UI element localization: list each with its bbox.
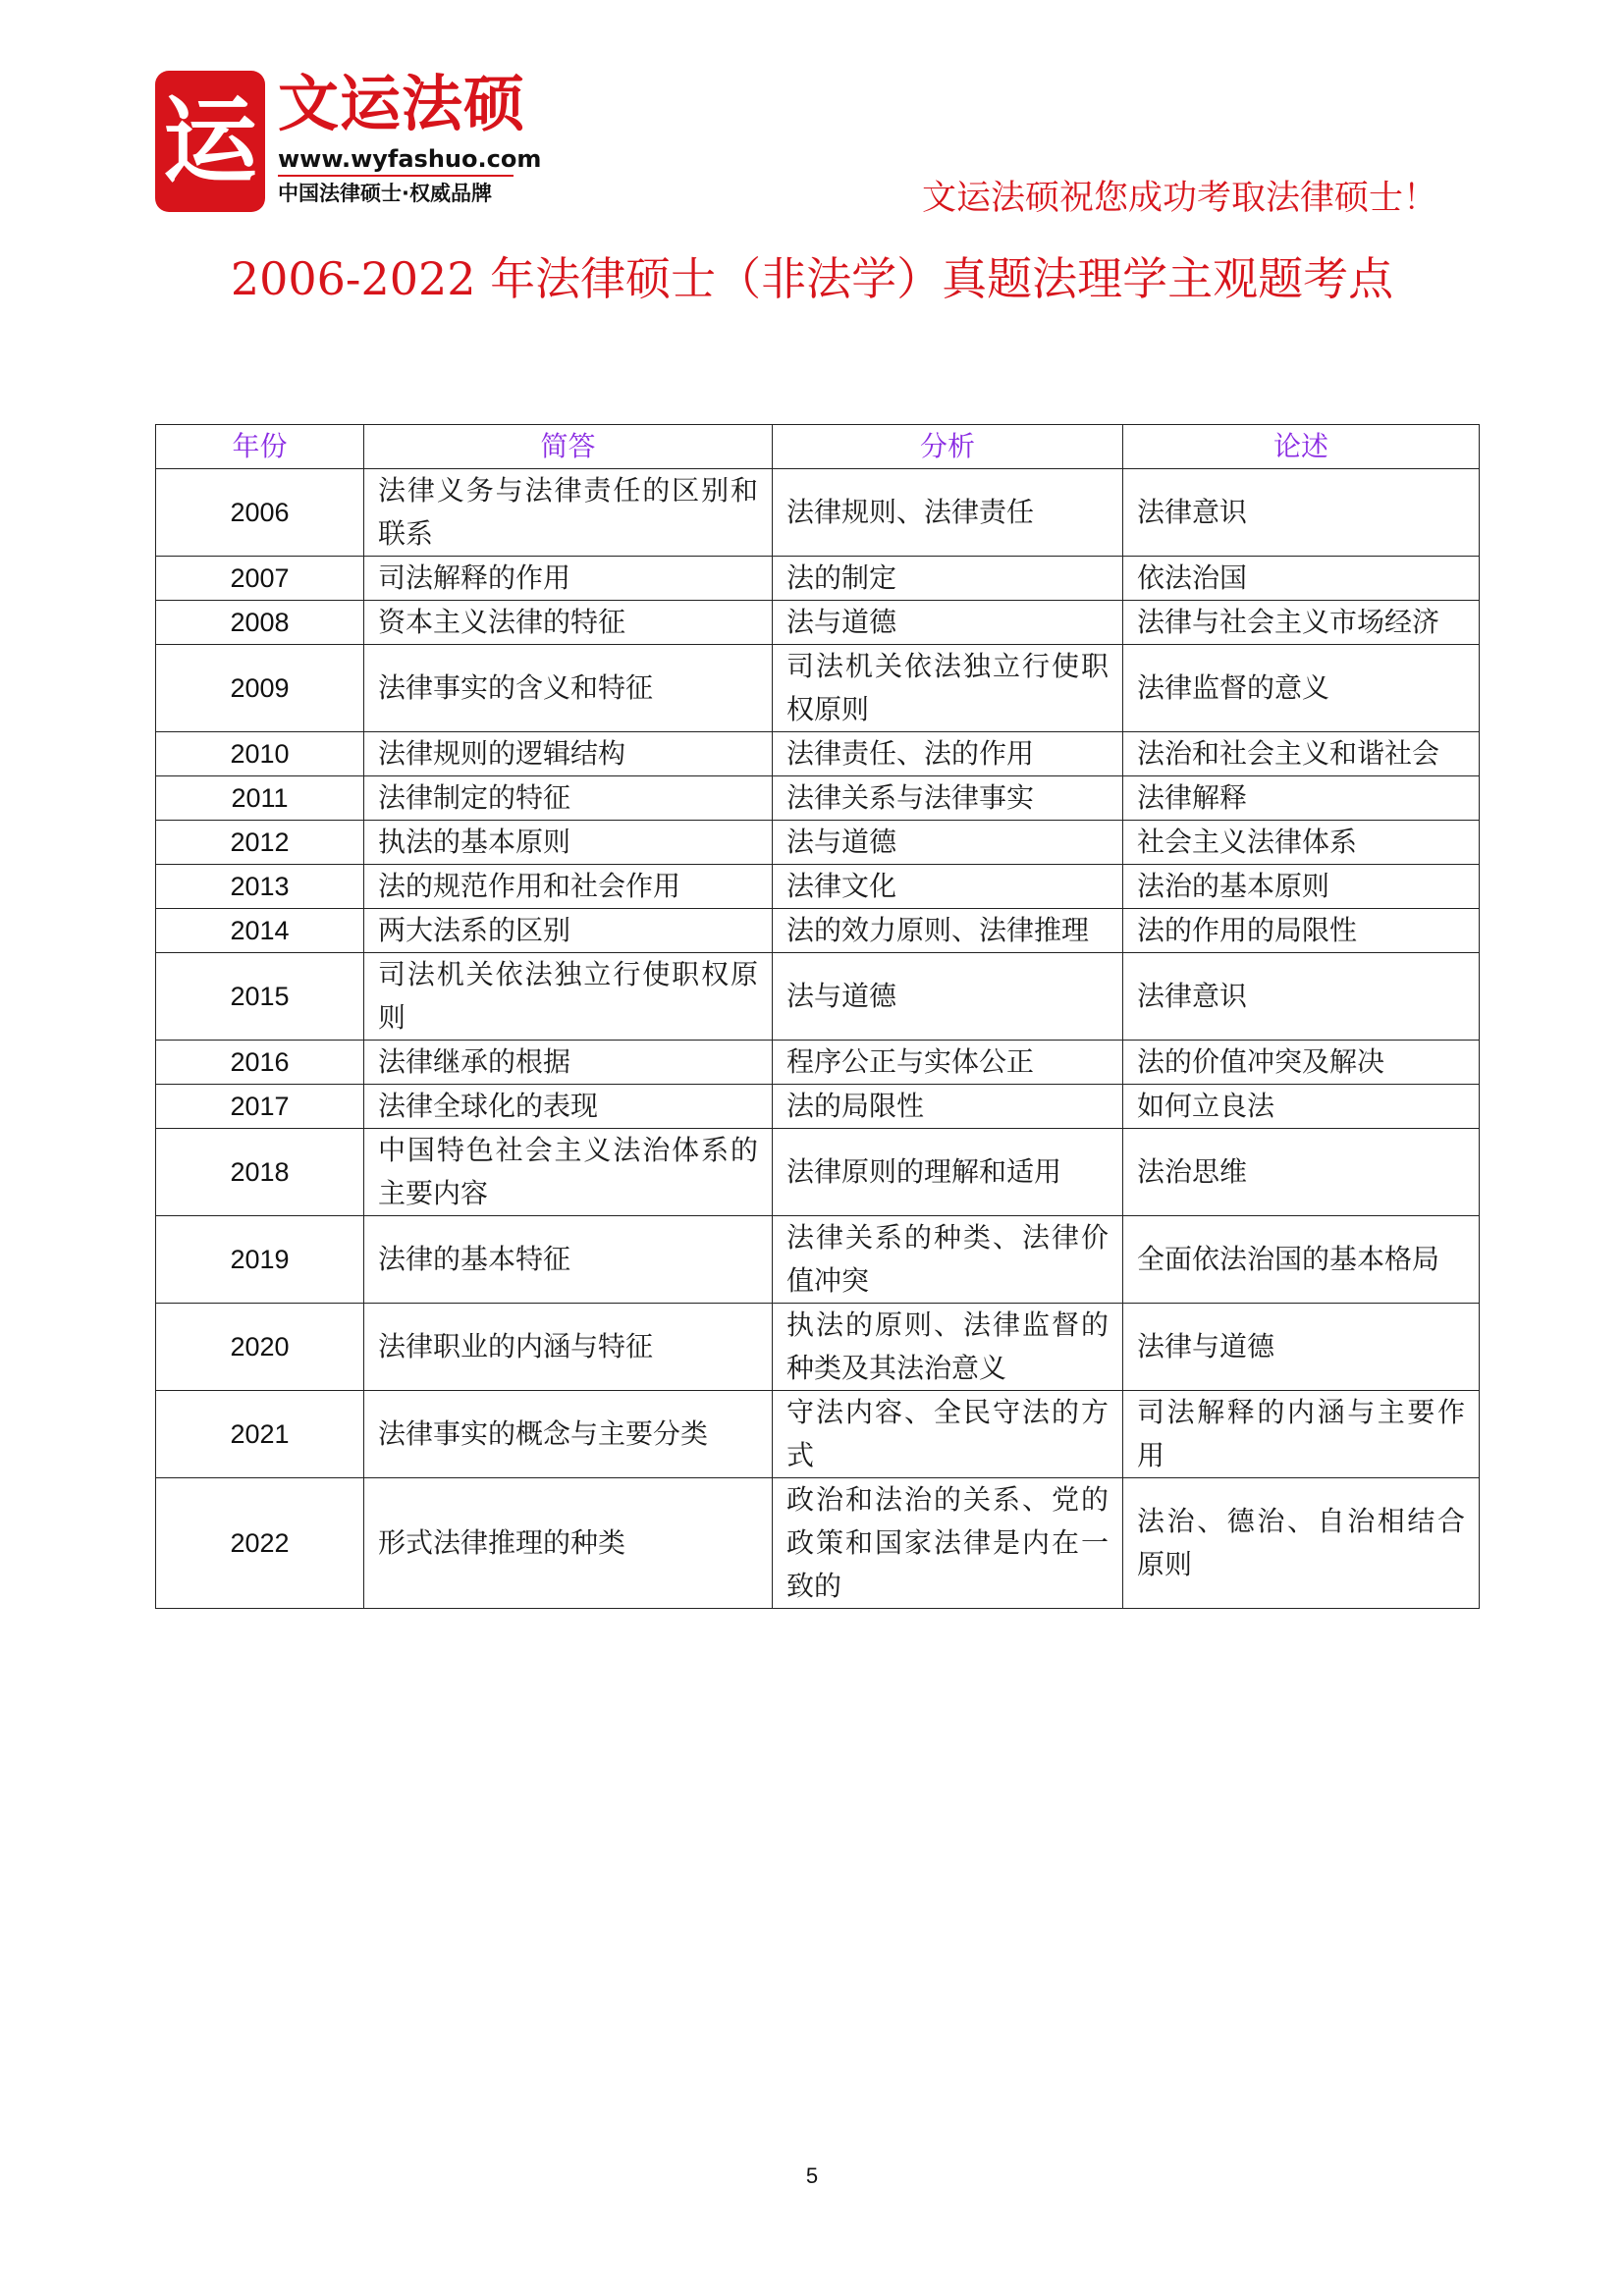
analysis-cell: 程序公正与实体公正 [773,1041,1123,1085]
year-cell: 2011 [156,776,364,821]
analysis-cell: 法与道德 [773,821,1123,865]
essay-cell: 法的价值冲突及解决 [1123,1041,1480,1085]
table-row [156,645,1480,732]
year-cell: 2009 [156,645,364,732]
logo-divider [278,175,514,177]
analysis-cell: 政治和法治的关系、党的政策和国家法律是内在一致的 [773,1478,1123,1609]
essay-cell: 法律监督的意义 [1123,645,1480,732]
year-cell: 2008 [156,601,364,645]
year-cell: 2012 [156,821,364,865]
table-row [156,865,1480,909]
analysis-cell: 法律文化 [773,865,1123,909]
logo-url: www.wyfashuo.com [278,145,542,173]
analysis-cell: 司法机关依法独立行使职权原则 [773,645,1123,732]
year-cell: 2022 [156,1478,364,1609]
table-row [156,1478,1480,1609]
short-answer-cell: 执法的基本原则 [364,821,773,865]
essay-cell: 法治的基本原则 [1123,865,1480,909]
table-row [156,1085,1480,1129]
column-header-short-answer: 简答 [364,425,773,469]
year-cell: 2014 [156,909,364,953]
logo-mark [155,71,265,212]
short-answer-cell: 法律事实的概念与主要分类 [364,1391,773,1478]
year-cell: 2019 [156,1216,364,1304]
analysis-cell: 法律规则、法律责任 [773,469,1123,557]
essay-cell: 法律意识 [1123,469,1480,557]
table-row [156,732,1480,776]
short-answer-cell: 法的规范作用和社会作用 [364,865,773,909]
year-cell: 2007 [156,557,364,601]
year-cell: 2020 [156,1304,364,1391]
analysis-cell: 执法的原则、法律监督的种类及其法治意义 [773,1304,1123,1391]
year-cell: 2010 [156,732,364,776]
essay-cell: 依法治国 [1123,557,1480,601]
table-row [156,1216,1480,1304]
essay-cell: 法的作用的局限性 [1123,909,1480,953]
table-row [156,909,1480,953]
table-row [156,776,1480,821]
tagline: 文运法硕祝您成功考取法律硕士！ [921,179,1437,218]
column-header-analysis: 分析 [773,425,1123,469]
year-cell: 2013 [156,865,364,909]
exam-topics-table [155,424,1480,1609]
short-answer-cell: 司法解释的作用 [364,557,773,601]
analysis-cell: 法的效力原则、法律推理 [773,909,1123,953]
short-answer-cell: 法律事实的含义和特征 [364,645,773,732]
short-answer-cell: 法律继承的根据 [364,1041,773,1085]
year-cell: 2017 [156,1085,364,1129]
column-header-year: 年份 [156,425,364,469]
analysis-cell: 法的局限性 [773,1085,1123,1129]
essay-cell: 法律与道德 [1123,1304,1480,1391]
short-answer-cell: 形式法律推理的种类 [364,1478,773,1609]
table-header-row [156,425,1480,469]
analysis-cell: 法与道德 [773,953,1123,1041]
essay-cell: 法律解释 [1123,776,1480,821]
brand-logo [155,68,542,216]
year-cell: 2016 [156,1041,364,1085]
year-cell: 2021 [156,1391,364,1478]
table-row [156,1304,1480,1391]
essay-cell: 全面依法治国的基本格局 [1123,1216,1480,1304]
analysis-cell: 法律关系与法律事实 [773,776,1123,821]
year-cell: 2015 [156,953,364,1041]
essay-cell: 法治和社会主义和谐社会 [1123,732,1480,776]
analysis-cell: 法律原则的理解和适用 [773,1129,1123,1216]
short-answer-cell: 法律义务与法律责任的区别和联系 [364,469,773,557]
analysis-cell: 守法内容、全民守法的方式 [773,1391,1123,1478]
essay-cell: 法律意识 [1123,953,1480,1041]
analysis-cell: 法律责任、法的作用 [773,732,1123,776]
logo-slogan: 中国法律硕士·权威品牌 [278,182,492,205]
analysis-cell: 法的制定 [773,557,1123,601]
short-answer-cell: 法律职业的内涵与特征 [364,1304,773,1391]
short-answer-cell: 中国特色社会主义法治体系的主要内容 [364,1129,773,1216]
analysis-cell: 法与道德 [773,601,1123,645]
essay-cell: 社会主义法律体系 [1123,821,1480,865]
short-answer-cell: 资本主义法律的特征 [364,601,773,645]
table-row [156,1041,1480,1085]
essay-cell: 法治、德治、自治相结合原则 [1123,1478,1480,1609]
essay-cell: 司法解释的内涵与主要作用 [1123,1391,1480,1478]
page-title: 2006-2022 年法律硕士（非法学）真题法理学主观题考点 [230,252,1394,305]
short-answer-cell: 司法机关依法独立行使职权原则 [364,953,773,1041]
table-row [156,601,1480,645]
table-row [156,953,1480,1041]
logo-name: 文运法硕 [278,68,526,139]
essay-cell: 如何立良法 [1123,1085,1480,1129]
table-row [156,1129,1480,1216]
year-cell: 2006 [156,469,364,557]
table-row [156,469,1480,557]
logo-glyph: 运 [163,86,257,196]
short-answer-cell: 法律的基本特征 [364,1216,773,1304]
short-answer-cell: 两大法系的区别 [364,909,773,953]
short-answer-cell: 法律全球化的表现 [364,1085,773,1129]
table-row [156,1391,1480,1478]
table-row [156,557,1480,601]
analysis-cell: 法律关系的种类、法律价值冲突 [773,1216,1123,1304]
essay-cell: 法律与社会主义市场经济 [1123,601,1480,645]
year-cell: 2018 [156,1129,364,1216]
column-header-essay: 论述 [1123,425,1480,469]
table-row [156,821,1480,865]
short-answer-cell: 法律制定的特征 [364,776,773,821]
short-answer-cell: 法律规则的逻辑结构 [364,732,773,776]
essay-cell: 法治思维 [1123,1129,1480,1216]
page-number: 5 [805,2163,819,2188]
